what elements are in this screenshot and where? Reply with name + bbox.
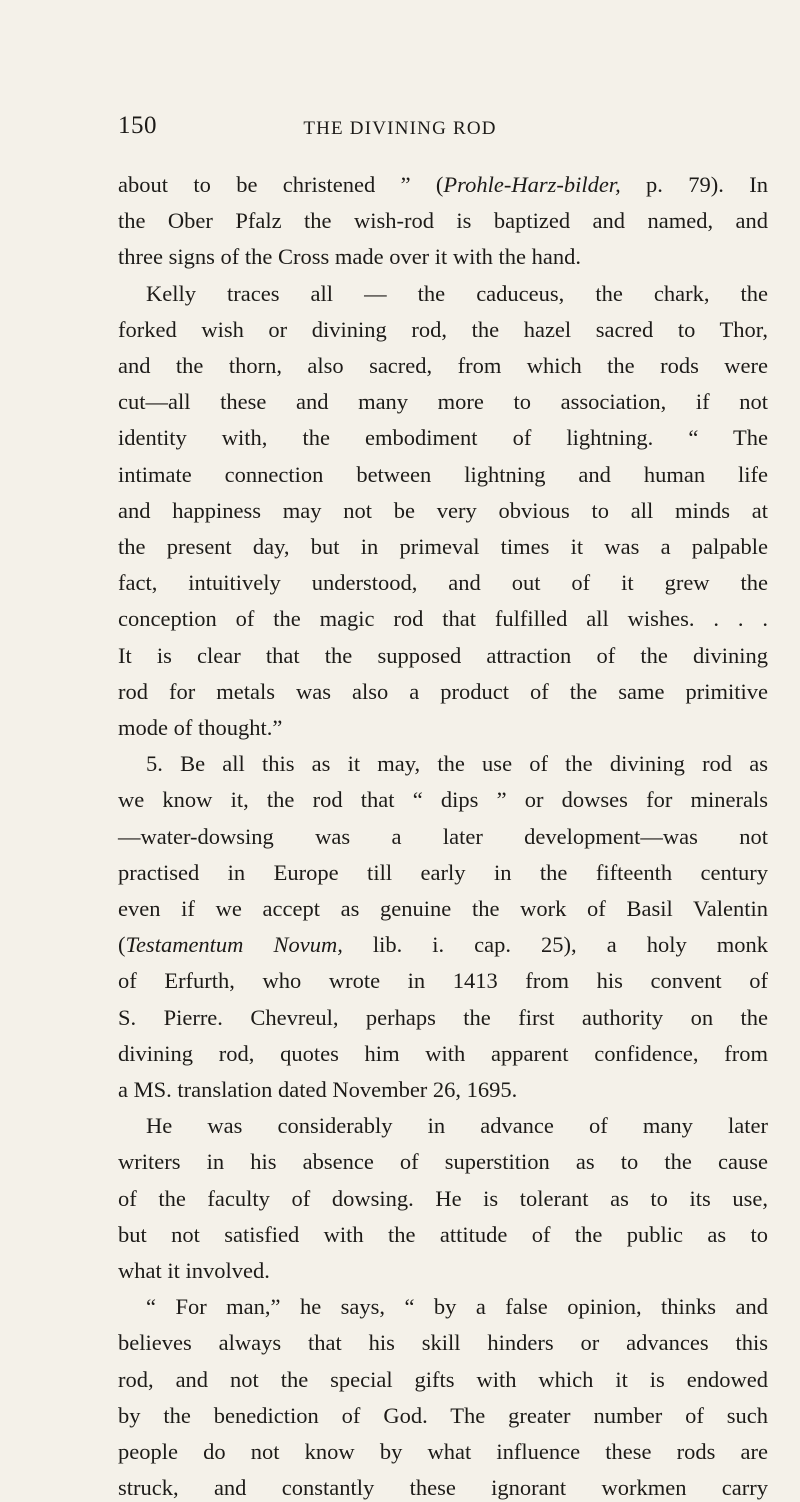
text-segment: Kelly traces all — the caduceus, the chark, the xyxy=(146,280,768,306)
text-segment: p. 79). In xyxy=(620,172,768,197)
text-segment: conception of the magic rod that fulfilled all wishes. . . . xyxy=(118,606,768,632)
text-line xyxy=(118,460,768,489)
text-line xyxy=(118,170,768,199)
text-segment: and the thorn, also sacred, from which the rods were xyxy=(118,353,768,378)
text-line xyxy=(118,351,768,380)
text-line xyxy=(118,1220,768,1249)
text-segment: divining rod, quotes him with apparent confidence, from xyxy=(118,1040,768,1066)
text-line xyxy=(118,1401,768,1430)
text-segment: fact, intuitively understood, and out of it grew the xyxy=(118,570,768,596)
text-line xyxy=(146,749,768,778)
text-line xyxy=(118,930,768,959)
text-line xyxy=(118,894,768,923)
text-segment: what it involved. xyxy=(118,1258,270,1283)
text-line xyxy=(118,315,768,344)
text-segment: by the benediction of God. The greater number of such xyxy=(118,1402,768,1428)
text-segment: 5. Be all this as it may, the use of the divining rod as xyxy=(146,751,768,777)
text-line xyxy=(118,713,768,742)
text-line xyxy=(118,966,768,995)
text-line xyxy=(118,641,768,670)
text-segment: the present day, but in primeval times it was a palpable xyxy=(118,534,768,559)
text-line xyxy=(118,1328,768,1357)
text-line xyxy=(118,822,768,851)
italic-text: Prohle-Harz-bilder, xyxy=(443,172,621,197)
text-segment: intimate connection between lightning and human life xyxy=(118,461,768,487)
text-line xyxy=(118,242,768,271)
text-segment: forked wish or divining rod, the hazel sacred to Thor, xyxy=(118,316,768,342)
text-line xyxy=(118,496,768,525)
page-header xyxy=(0,112,800,152)
text-segment: even if we accept as genuine the work of Basil Valentin xyxy=(118,896,768,921)
text-segment: He was considerably in advance of many later xyxy=(146,1113,768,1139)
page-number: 150 xyxy=(118,112,157,139)
text-line xyxy=(146,1292,768,1321)
text-line xyxy=(118,1003,768,1032)
text-line xyxy=(118,206,768,235)
text-line xyxy=(118,1184,768,1213)
text-segment: S. Pierre. Chevreul, perhaps the first authority on the xyxy=(118,1004,768,1030)
text-line xyxy=(118,1365,768,1394)
text-segment: struck, and constantly these ignorant workmen carry xyxy=(118,1475,768,1501)
text-line xyxy=(118,1075,768,1104)
text-segment: and happiness may not be very obvious to all minds at xyxy=(118,497,768,523)
text-line xyxy=(146,279,768,308)
text-line xyxy=(118,423,768,452)
text-segment: three signs of the Cross made over it with the hand. xyxy=(118,244,582,270)
text-segment: —water-dowsing was a later development—was not xyxy=(118,823,768,849)
text-line xyxy=(118,858,768,887)
text-segment: It is clear that the supposed attraction of the divining xyxy=(118,642,768,668)
italic-text: Testamentum Novum, xyxy=(125,932,343,958)
text-segment: of the faculty of dowsing. He is tolerant as to its use, xyxy=(118,1185,768,1211)
text-segment: rod, and not the special gifts with which it is endowed xyxy=(118,1366,768,1392)
text-line xyxy=(118,785,768,814)
text-segment: mode of thought.” xyxy=(118,715,283,740)
text-segment: believes always that his skill hinders or advances this xyxy=(118,1330,768,1356)
text-segment: a MS. translation dated November 26, 1695. xyxy=(118,1077,518,1102)
text-segment: cut—all these and many more to association, if not xyxy=(118,389,768,415)
text-segment: rod for metals was also a product of the same primitive xyxy=(118,678,768,704)
text-segment: writers in his absence of superstition as to the cause xyxy=(118,1149,768,1175)
text-line xyxy=(118,677,768,706)
text-segment: “ For man,” he says, “ by a false opinion, thinks and xyxy=(146,1294,768,1320)
text-segment: lib. i. cap. 25), a holy monk xyxy=(342,932,768,958)
text-line xyxy=(118,532,768,561)
text-segment: identity with, the embodiment of lightning. “ The xyxy=(118,425,768,451)
text-line xyxy=(118,604,768,633)
text-line xyxy=(118,1039,768,1068)
text-segment: the Ober Pfalz the wish-rod is baptized and named, and xyxy=(118,208,768,234)
text-line xyxy=(118,1437,768,1466)
text-segment: of Erfurth, who wrote in 1413 from his convent of xyxy=(118,968,768,994)
text-segment: ( xyxy=(118,932,126,958)
text-segment: about to be christened ” ( xyxy=(118,172,444,197)
text-line xyxy=(118,568,768,597)
text-line xyxy=(118,1473,768,1502)
text-line xyxy=(118,1256,768,1285)
text-line xyxy=(118,1147,768,1176)
text-line xyxy=(118,387,768,416)
text-segment: people do not know by what influence these rods are xyxy=(118,1439,768,1464)
text-segment: practised in Europe till early in the fifteenth century xyxy=(118,859,768,885)
text-segment: we know it, the rod that “ dips ” or dowses for minerals xyxy=(118,787,768,813)
running-head: THE DIVINING ROD xyxy=(303,118,497,139)
text-segment: but not satisfied with the attitude of the public as to xyxy=(118,1221,768,1247)
text-line xyxy=(146,1111,768,1140)
